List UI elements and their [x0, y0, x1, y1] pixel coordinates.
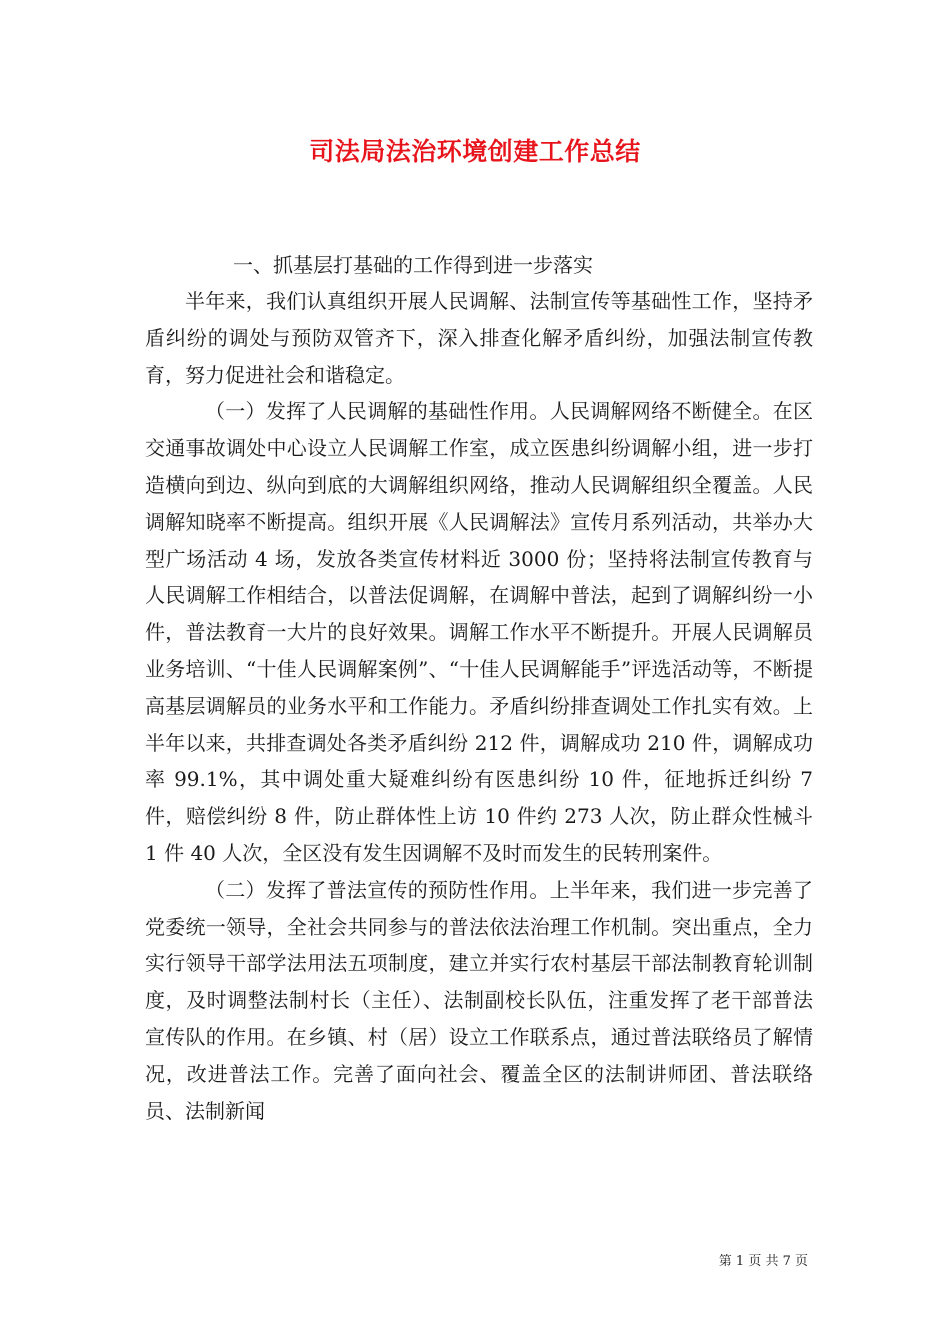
- paragraph-intro: 半年来，我们认真组织开展人民调解、法制宣传等基础性工作，坚持矛盾纠纷的调处与预防双管齐下，深入排查化解矛盾纠纷，加强法制宣传教育，努力促进社会和谐稳定。: [145, 289, 813, 387]
- page-title: 司法局法治环境创建工作总结: [309, 137, 641, 166]
- paragraph-legal-education: （二）发挥了普法宣传的预防性作用。上半年来，我们进一步完善了党委统一领导，全社会共同参与的普法依法治理工作机制。突出重点，全力实行领导干部学法用法五项制度，建立并实行农村基层干部法制教育轮训制度，及时调整法制村长（主任）、法制副校长队伍，注重发挥了老干部普法宣传队的作用。在乡镇、村（居）设立工作联系点，通过普法联络员了解情况，改进普法工作。完善了面向社会、覆盖全区的法制讲师团、普法联络员、法制新闻: [145, 877, 813, 1123]
- document-body: [145, 247, 813, 1129]
- page-number: 第 1 页 共 7 页: [718, 1254, 808, 1269]
- paragraph-mediation: （一）发挥了人民调解的基础性作用。人民调解网络不断健全。在区交通事故调处中心设立人民调解工作室，成立医患纠纷调解小组，进一步打造横向到边、纵向到底的大调解组织网络，推动人民调解组织全覆盖。人民调解知晓率不断提高。组织开展《人民调解法》宣传月系列活动，共举办大型广场活动 4 场，发放各类宣传材料近 3000 份；坚持将法制宣传教育与人民调解工作相结合，以普法促调解，在调解中普法，起到了调解纠纷一小件，普法教育一大片的良好效果。调解工作水平不断提升。开展人民调解员业务培训、“十佳人民调解案例”、“十佳人民调解能手”评选活动等，不断提高基层调解员的业务水平和工作能力。矛盾纠纷排查调处工作扎实有效。上半年以来，共排查调处各类矛盾纠纷 212 件，调解成功 210 件，调解成功率 99.1%，其中调处重大疑难纠纷有医患纠纷 10 件，征地拆迁纠纷 7 件，赔偿纠纷 8 件，防止群体性上访 10 件约 273 人次，防止群众性械斗 1 件 40 人次，全区没有发生因调解不及时而发生的民转刑案件。: [145, 399, 813, 865]
- section-heading: 一、抓基层打基础的工作得到进一步落实: [233, 253, 593, 277]
